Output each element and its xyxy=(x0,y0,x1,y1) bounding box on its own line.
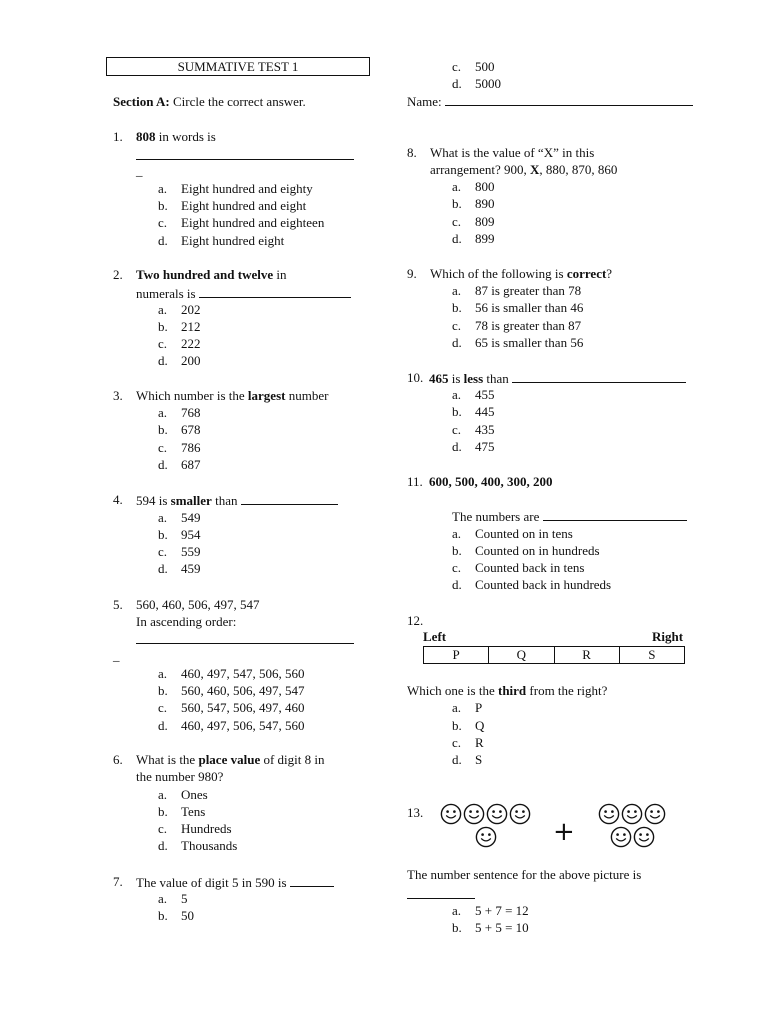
question-text-line2: the number 980? xyxy=(136,769,224,784)
question-number: 3. xyxy=(113,388,123,403)
option-letter: b. xyxy=(452,196,462,211)
option-text[interactable]: 500 xyxy=(475,59,495,74)
test-title: SUMMATIVE TEST 1 xyxy=(106,57,370,76)
question-text: Which one is the third from the right? xyxy=(407,683,608,698)
option-letter: d. xyxy=(452,231,462,246)
option-text[interactable]: 559 xyxy=(181,544,201,559)
option-letter: b. xyxy=(158,198,168,213)
question-number: 11. xyxy=(407,474,423,489)
section-a-text: Circle the correct answer. xyxy=(172,94,306,109)
option-letter: a. xyxy=(452,903,462,918)
option-letter: d. xyxy=(452,439,462,454)
option-text[interactable]: Eight hundred and eight xyxy=(181,198,307,213)
name-field xyxy=(407,93,693,110)
cell-s: S xyxy=(619,647,684,664)
option-text[interactable]: 678 xyxy=(181,422,201,437)
section-a-instruction xyxy=(113,94,306,110)
option-letter: d. xyxy=(158,838,168,853)
option-letter: c. xyxy=(452,735,462,750)
option-letter: d. xyxy=(452,577,462,592)
option-text[interactable]: 455 xyxy=(475,387,495,402)
right-label: Right xyxy=(652,629,684,644)
option-text[interactable]: 560, 460, 506, 497, 547 xyxy=(181,683,305,698)
option-letter: a. xyxy=(158,891,168,906)
option-text[interactable]: 460, 497, 506, 547, 560 xyxy=(181,718,305,733)
option-text[interactable]: Thousands xyxy=(181,838,238,853)
option-text[interactable]: 222 xyxy=(181,336,201,351)
option-letter: a. xyxy=(452,700,462,715)
option-letter: d. xyxy=(158,233,168,248)
option-letter: a. xyxy=(158,787,168,802)
question-text: The value of digit 5 in 590 is xyxy=(136,874,334,891)
cell-p: P xyxy=(424,647,489,664)
question-text: Which of the following is correct? xyxy=(430,266,613,281)
option-text[interactable]: 687 xyxy=(181,457,201,472)
option-letter: a. xyxy=(452,526,462,541)
option-text[interactable]: 87 is greater than 78 xyxy=(475,283,582,298)
plus-sign: + xyxy=(553,817,575,847)
option-text[interactable]: Counted back in hundreds xyxy=(475,577,612,592)
option-letter: a. xyxy=(452,179,462,194)
option-letter: c. xyxy=(158,440,168,455)
option-text[interactable]: 560, 547, 506, 497, 460 xyxy=(181,700,305,715)
option-letter: b. xyxy=(452,300,462,315)
option-text[interactable]: 890 xyxy=(475,196,495,211)
option-letter: d. xyxy=(452,752,462,767)
smiley-face-icon xyxy=(475,826,497,852)
option-text[interactable]: R xyxy=(475,735,484,750)
answer-blank[interactable] xyxy=(512,370,686,383)
answer-blank[interactable] xyxy=(290,874,334,887)
option-text[interactable]: 954 xyxy=(181,527,201,542)
option-letter: b. xyxy=(158,319,168,334)
option-letter: d. xyxy=(158,718,168,733)
option-text[interactable]: S xyxy=(475,752,483,767)
option-letter: b. xyxy=(158,908,168,923)
answer-blank[interactable] xyxy=(136,631,354,644)
letter-row-table xyxy=(423,646,685,664)
option-text[interactable]: 202 xyxy=(181,302,201,317)
answer-blank[interactable] xyxy=(241,492,338,505)
question-text: What is the place value of digit 8 in xyxy=(136,752,325,767)
question-number: 10. xyxy=(407,370,424,385)
option-letter: b. xyxy=(452,543,462,558)
answer-blank-dash: _ xyxy=(113,648,120,663)
question-number: 6. xyxy=(113,752,123,767)
question-text-line2: numerals is xyxy=(136,285,351,302)
question-number: 4. xyxy=(113,492,123,507)
option-letter: d. xyxy=(452,335,462,350)
option-letter: c. xyxy=(452,560,462,575)
answer-blank[interactable] xyxy=(407,886,475,899)
option-letter: c. xyxy=(158,336,168,351)
option-text[interactable]: Counted on in hundreds xyxy=(475,543,600,558)
option-letter: c. xyxy=(452,318,462,333)
answer-blank[interactable] xyxy=(136,147,354,160)
option-letter: b. xyxy=(158,683,168,698)
question-text: The number sentence for the above picture is xyxy=(407,867,642,882)
answer-blank[interactable] xyxy=(199,285,351,298)
option-text[interactable]: 475 xyxy=(475,439,495,454)
option-text[interactable]: Eight hundred and eighty xyxy=(181,181,313,196)
option-letter: c. xyxy=(452,214,462,229)
question-text: 808 in words is xyxy=(136,129,216,144)
smiley-face-icon xyxy=(633,826,655,852)
question-number: 9. xyxy=(407,266,417,281)
option-text[interactable]: 50 xyxy=(181,908,194,923)
option-text[interactable]: Tens xyxy=(181,804,206,819)
option-letter: a. xyxy=(158,405,168,420)
option-letter: a. xyxy=(158,510,168,525)
option-text[interactable]: 5 xyxy=(181,891,188,906)
question-text: 560, 460, 506, 497, 547 xyxy=(136,597,260,612)
option-text[interactable]: Hundreds xyxy=(181,821,232,836)
option-text[interactable]: 445 xyxy=(475,404,495,419)
option-letter: c. xyxy=(158,544,168,559)
question-number: 1. xyxy=(113,129,123,144)
option-letter: d. xyxy=(158,353,168,368)
answer-blank[interactable] xyxy=(543,508,687,521)
option-letter: a. xyxy=(158,181,168,196)
question-number: 13. xyxy=(407,805,424,820)
option-text[interactable]: 459 xyxy=(181,561,201,576)
question-number: 5. xyxy=(113,597,123,612)
option-letter: c. xyxy=(158,215,168,230)
question-text: 594 is smaller than xyxy=(136,492,338,509)
question-text: 600, 500, 400, 300, 200 xyxy=(429,474,553,489)
smiley-face-icon xyxy=(509,803,531,829)
option-text[interactable]: 5000 xyxy=(475,76,501,91)
option-text[interactable]: 200 xyxy=(181,353,201,368)
smiley-face-icon xyxy=(440,803,462,829)
cell-q: Q xyxy=(489,647,554,664)
option-text[interactable]: 549 xyxy=(181,510,201,525)
option-text[interactable]: P xyxy=(475,700,483,715)
option-text[interactable]: Counted on in tens xyxy=(475,526,573,541)
answer-blank-dash: _ xyxy=(136,163,143,178)
option-letter: a. xyxy=(452,387,462,402)
question-text-line2: arrangement? 900, X, 880, 870, 860 xyxy=(430,162,618,177)
question-text: What is the value of “X” in this xyxy=(430,145,595,160)
option-letter: c. xyxy=(158,821,168,836)
left-label: Left xyxy=(423,629,447,644)
option-letter: b. xyxy=(452,404,462,419)
option-text[interactable]: Counted back in tens xyxy=(475,560,585,575)
option-text[interactable]: 5 + 5 = 10 xyxy=(475,920,529,935)
question-text: Which number is the largest number xyxy=(136,388,329,403)
option-letter: d. xyxy=(452,76,462,91)
option-text[interactable]: 435 xyxy=(475,422,495,437)
option-text[interactable]: 809 xyxy=(475,214,495,229)
option-letter: a. xyxy=(158,666,168,681)
option-text[interactable]: 212 xyxy=(181,319,201,334)
question-number: 8. xyxy=(407,145,417,160)
option-letter: c. xyxy=(158,700,168,715)
option-text[interactable]: Eight hundred and eighteen xyxy=(181,215,325,230)
option-letter: c. xyxy=(452,422,462,437)
option-letter: b. xyxy=(452,718,462,733)
option-text[interactable]: 5 + 7 = 12 xyxy=(475,903,529,918)
option-text[interactable]: Ones xyxy=(181,787,208,802)
option-letter: d. xyxy=(158,457,168,472)
option-text[interactable]: 899 xyxy=(475,231,495,246)
option-text[interactable]: 56 is smaller than 46 xyxy=(475,300,584,315)
question-number: 7. xyxy=(113,874,123,889)
question-text-line2: In ascending order: xyxy=(136,614,237,629)
option-letter: d. xyxy=(158,561,168,576)
option-letter: b. xyxy=(158,527,168,542)
option-text[interactable]: Q xyxy=(475,718,485,733)
question-number: 2. xyxy=(113,267,123,282)
section-a-label: Section A: xyxy=(113,94,170,109)
option-text[interactable]: 800 xyxy=(475,179,495,194)
question-text: 465 is less than xyxy=(429,370,686,387)
cell-r: R xyxy=(554,647,619,664)
option-text[interactable]: 78 is greater than 87 xyxy=(475,318,582,333)
option-text[interactable]: 786 xyxy=(181,440,201,455)
name-input-line[interactable] xyxy=(445,93,693,106)
question-number: 12. xyxy=(407,613,424,628)
question-text: Two hundred and twelve in xyxy=(136,267,287,282)
option-letter: b. xyxy=(158,804,168,819)
option-letter: b. xyxy=(452,920,462,935)
option-letter: a. xyxy=(158,302,168,317)
option-text[interactable]: Eight hundred eight xyxy=(181,233,285,248)
option-text[interactable]: 768 xyxy=(181,405,201,420)
option-letter: c. xyxy=(452,59,462,74)
smiley-face-icon xyxy=(610,826,632,852)
option-text[interactable]: 65 is smaller than 56 xyxy=(475,335,584,350)
name-label: Name: xyxy=(407,94,442,109)
option-text[interactable]: 460, 497, 547, 506, 560 xyxy=(181,666,305,681)
option-letter: b. xyxy=(158,422,168,437)
option-letter: a. xyxy=(452,283,462,298)
question-text-line2: The numbers are xyxy=(452,508,687,525)
